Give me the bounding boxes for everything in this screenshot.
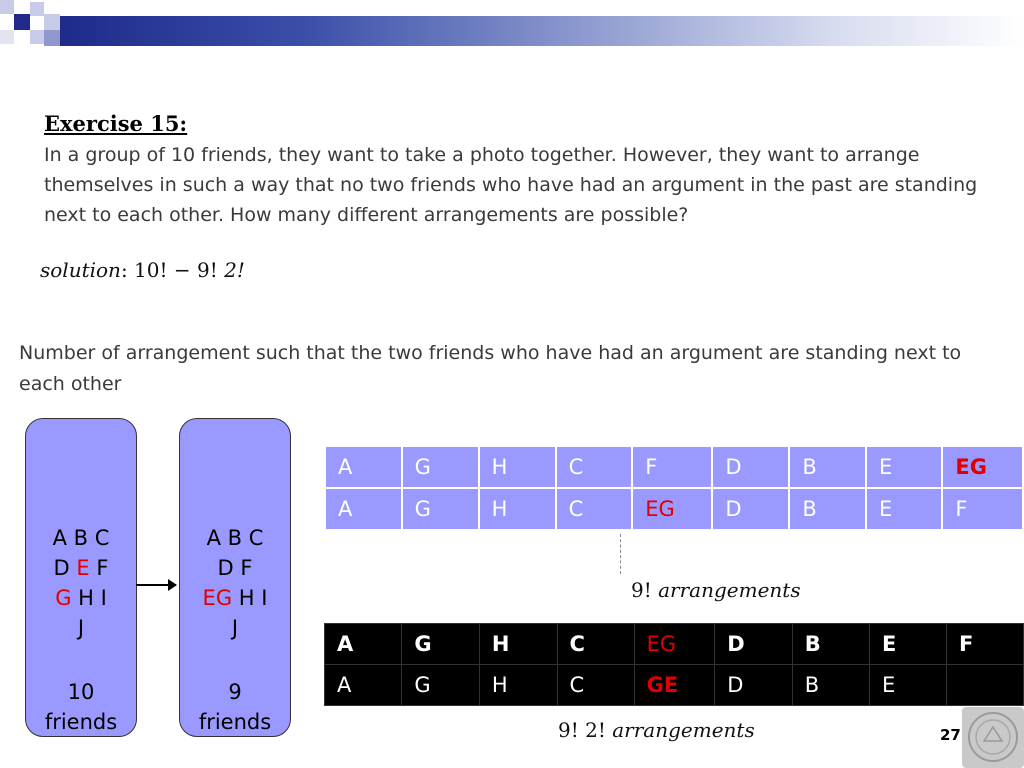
header-bar	[60, 16, 1024, 46]
table-cell: D	[712, 446, 789, 488]
table-cell: C	[556, 488, 633, 530]
table-cell: B	[789, 488, 866, 530]
letters-line-2: D F	[217, 556, 253, 580]
dashed-divider	[620, 534, 621, 574]
solution-colon: :	[120, 258, 128, 282]
ten-friends-box	[25, 418, 137, 737]
arrangement-table-purple	[324, 445, 1024, 531]
letter-g-highlight: G	[55, 586, 72, 610]
letter-e-highlight: E	[76, 556, 90, 580]
table-cell: G	[402, 488, 479, 530]
table-row	[325, 624, 1024, 665]
solution-line	[40, 258, 245, 282]
table-cell: B	[792, 665, 869, 706]
exercise-body: In a group of 10 friends, they want to take a photo together. However, they want to arrange themselves in such a way that no two friends who have had an argument in the past are standing next to each other. How many different arrangements are possible?	[44, 144, 978, 226]
table-cell: D	[715, 665, 793, 706]
letters-line-1: A B C	[206, 526, 264, 550]
table-cell: E	[870, 624, 947, 665]
solution-label: solution	[40, 258, 121, 282]
solution-factor: 2!	[224, 258, 245, 282]
table-cell: F	[942, 488, 1023, 530]
table-cell: EG	[634, 624, 715, 665]
table-cell: C	[557, 624, 634, 665]
table-cell: A	[325, 665, 402, 706]
table-cell: G	[402, 446, 479, 488]
exercise-title: Exercise 15:	[44, 111, 188, 136]
table-cell: E	[866, 488, 942, 530]
table-cell: F	[946, 624, 1023, 665]
table-cell: C	[556, 446, 633, 488]
table-cell: H	[479, 665, 557, 706]
table-cell: H	[479, 446, 556, 488]
nine-factorial-caption: 9! arrangements	[631, 578, 801, 602]
right-arrow	[136, 584, 176, 586]
table-cell: D	[715, 624, 793, 665]
table-cell: D	[712, 488, 789, 530]
table-cell: E	[870, 665, 947, 706]
table-cell: C	[557, 665, 634, 706]
nine-factorial-two-factorial-caption: 9! 2! arrangements	[558, 718, 755, 742]
table-cell: GE	[634, 665, 715, 706]
table-cell: G	[402, 665, 480, 706]
arrangement-description: Number of arrangement such that the two friends who have had an argument are standing next to each other	[19, 342, 962, 395]
nine-friends-box	[179, 418, 291, 737]
letters-line-4: J	[77, 616, 85, 640]
table-cell: A	[325, 624, 402, 665]
table-cell: A	[325, 446, 402, 488]
pair-eg-highlight: EG	[202, 586, 233, 610]
table-cell: A	[325, 488, 402, 530]
letters-line-4: J	[231, 616, 239, 640]
page-number: 27	[940, 726, 961, 744]
nine-friends-letters	[180, 523, 290, 643]
table-cell: G	[402, 624, 480, 665]
ten-friends-letters	[26, 523, 136, 643]
table-cell: H	[479, 624, 557, 665]
letters-line-3: G H I	[55, 586, 107, 610]
table-row	[325, 488, 1023, 530]
letters-line-1: A B C	[52, 526, 110, 550]
letters-line-2: D E F	[53, 556, 109, 580]
table-cell: B	[789, 446, 866, 488]
solution-expression: 10! − 9!	[134, 258, 218, 282]
table-cell: H	[479, 488, 556, 530]
table-cell: F	[632, 446, 712, 488]
table-row	[325, 665, 1024, 706]
table-cell: EG	[632, 488, 712, 530]
logo-seal	[962, 707, 1024, 768]
ten-friends-count: 10 friends	[44, 680, 118, 734]
table-cell: E	[866, 446, 942, 488]
arrangement-table-black	[324, 623, 1024, 706]
letters-line-3: EG H I	[202, 586, 268, 610]
table-cell	[946, 665, 1023, 706]
table-cell: EG	[942, 446, 1023, 488]
table-cell: B	[792, 624, 869, 665]
table-row	[325, 446, 1023, 488]
nine-friends-count: 9 friends	[198, 680, 272, 734]
